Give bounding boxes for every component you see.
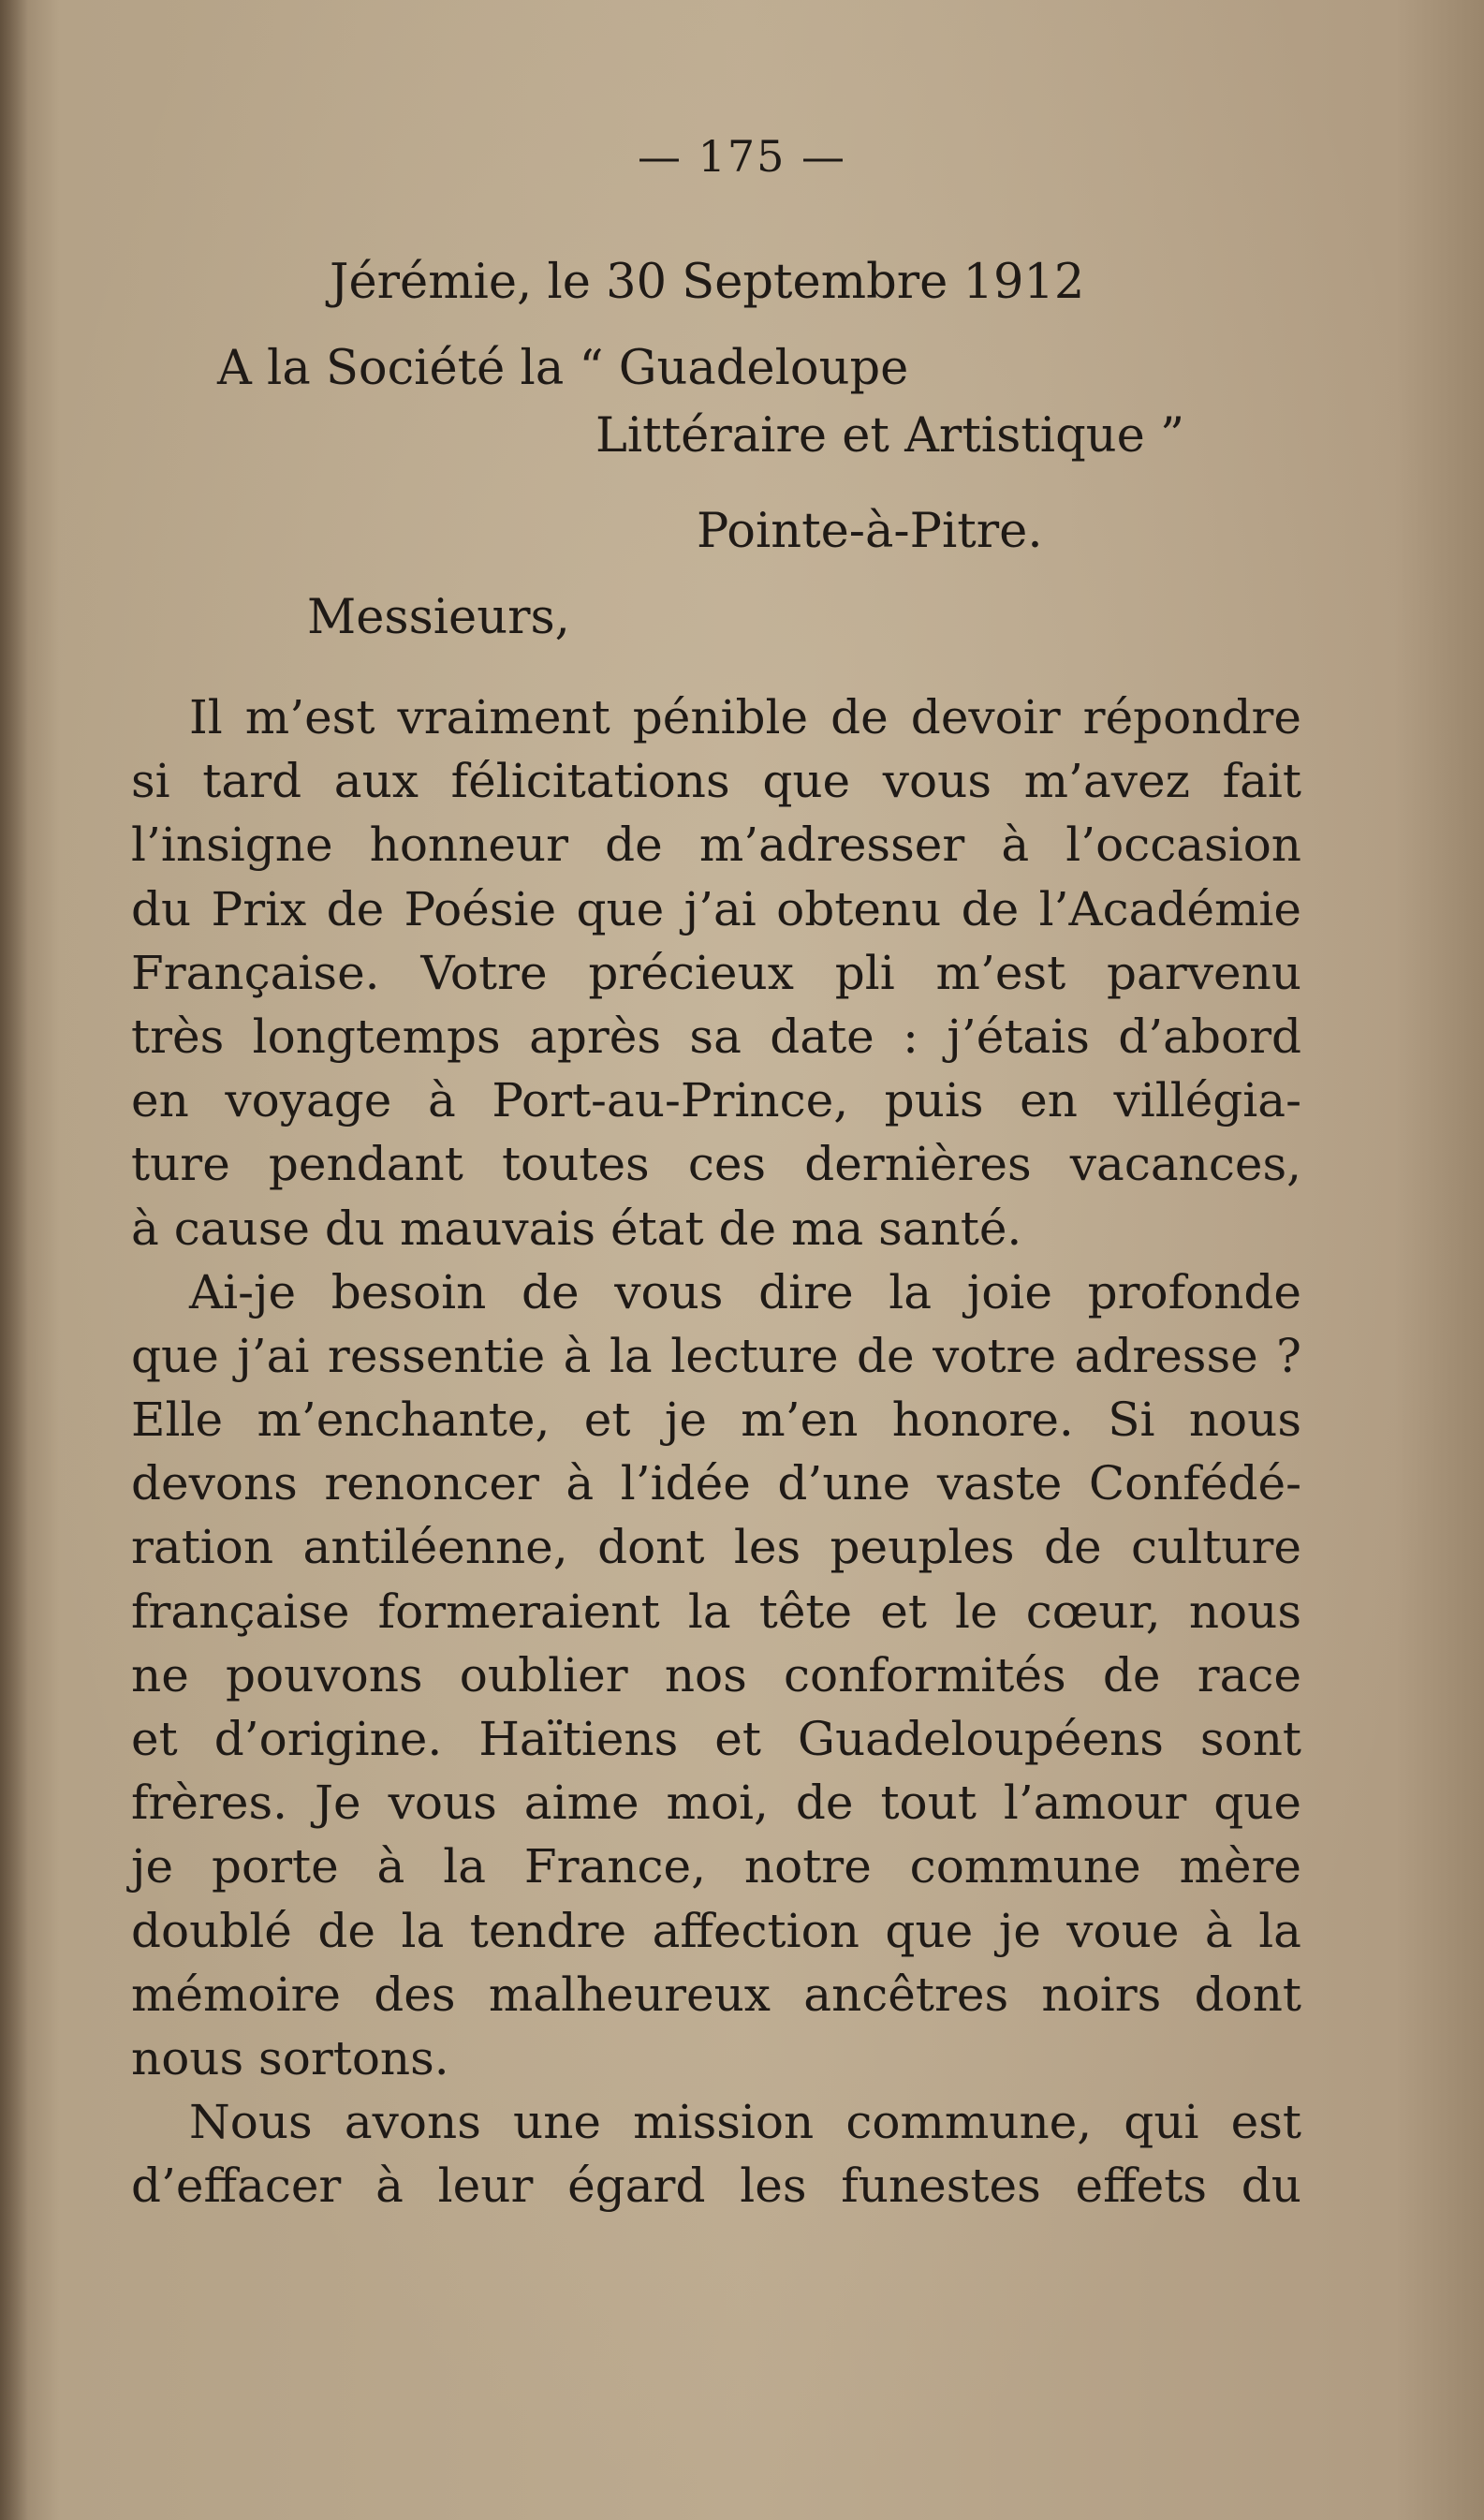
body-line: Nous avons une mission commune, qui est	[189, 2095, 1301, 2150]
body-line: frères. Je vous aime moi, de tout l’amour que	[131, 1776, 1301, 1831]
body-line: que j’ai ressentie à la lecture de votre adresse ?	[131, 1328, 1301, 1383]
body-line: mémoire des malheureux ancêtres noirs dont	[131, 1967, 1301, 2022]
page-number: — 175 —	[637, 131, 847, 182]
body-line: française formeraient la tête et le cœur, nous	[131, 1584, 1301, 1639]
body-line: ration antiléenne, dont les peuples de culture	[131, 1520, 1301, 1575]
body-line: devons renoncer à l’idée d’une vaste Confédé-	[131, 1456, 1301, 1511]
body-line: Il m’est vraiment pénible de devoir répondre	[189, 690, 1301, 744]
body-line: en voyage à Port-au-Prince, puis en villégia-	[131, 1073, 1301, 1128]
body-line: du Prix de Poésie que j’ai obtenu de l’Académie	[131, 881, 1301, 936]
body-line: l’insigne honneur de m’adresser à l’occasion	[131, 818, 1301, 873]
body-line: ture pendant toutes ces dernières vacances,	[131, 1137, 1301, 1192]
body-line: nous sortons.	[131, 2030, 449, 2085]
recipient-line-2: Littéraire et Artistique ”	[595, 408, 1185, 464]
body-line: si tard aux félicitations que vous m’avez fait	[131, 754, 1301, 809]
body-line: Ai-je besoin de vous dire la joie profonde	[189, 1264, 1301, 1319]
salutation: Messieurs,	[307, 590, 570, 645]
body-line: à cause du mauvais état de ma santé.	[131, 1201, 1022, 1256]
body-line: d’effacer à leur égard les funestes effets du	[131, 2159, 1301, 2214]
body-line: doublé de la tendre affection que je voue à la	[131, 1903, 1301, 1958]
body-line: je porte à la France, notre commune mère	[131, 1839, 1301, 1894]
body-line: Française. Votre précieux pli m’est parvenu	[131, 945, 1301, 1000]
body-line: très longtemps après sa date : j’étais d’abord	[131, 1009, 1301, 1064]
letter-body	[131, 685, 1301, 2218]
body-line: ne pouvons oublier nos conformités de race	[131, 1647, 1301, 1702]
body-line: Elle m’enchante, et je m’en honore. Si nous	[131, 1393, 1301, 1448]
body-line: et d’origine. Haïtiens et Guadeloupéens sont	[131, 1712, 1301, 1766]
recipient-line-1: A la Société la “ Guadeloupe	[217, 341, 909, 396]
recipient-city: Pointe-à-Pitre.	[697, 504, 1043, 559]
letter-place-date: Jérémie, le 30 Septembre 1912	[330, 255, 1085, 310]
